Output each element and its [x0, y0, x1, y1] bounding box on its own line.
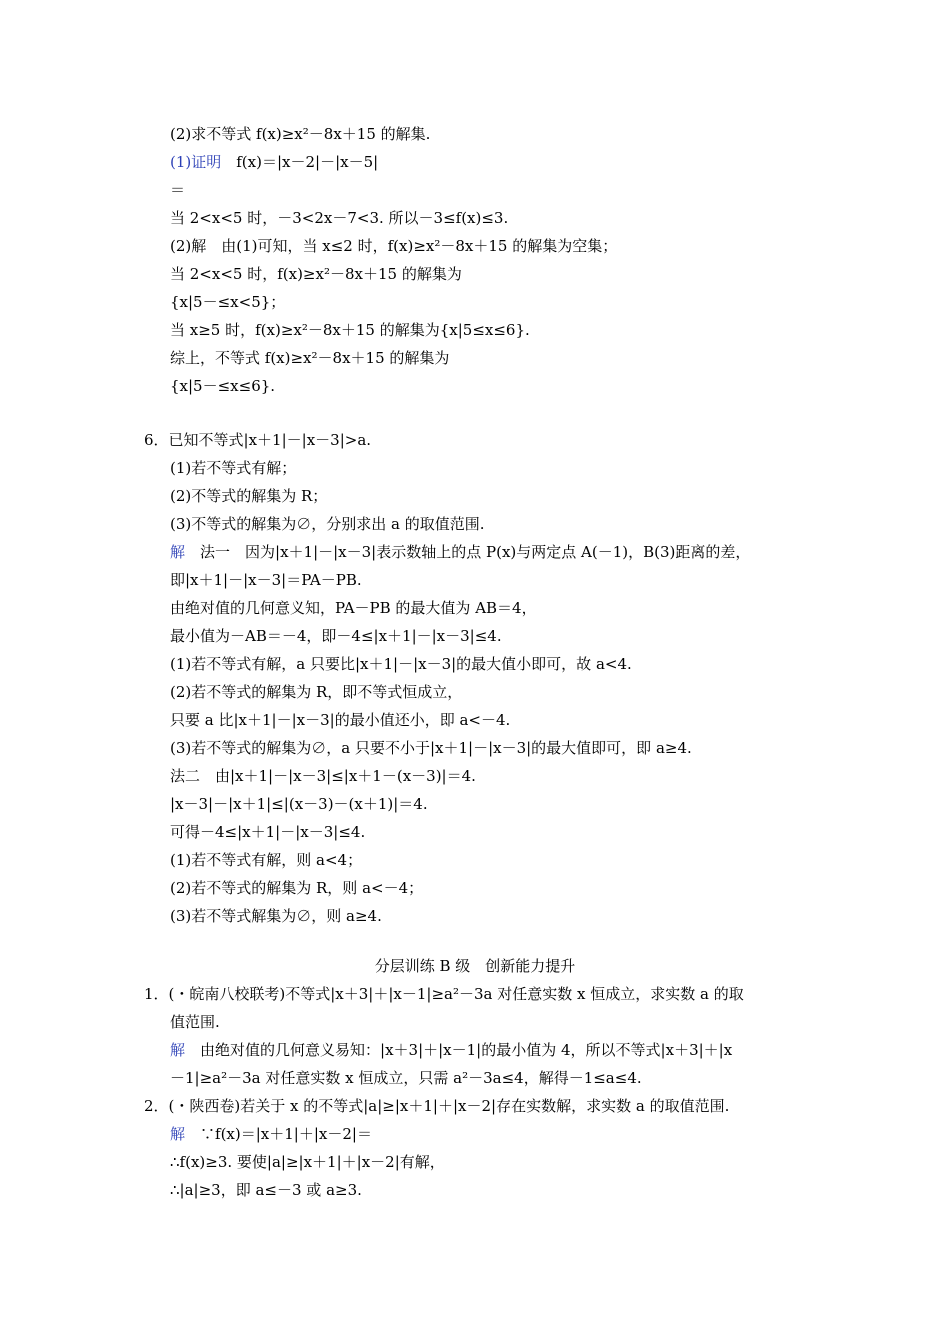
- text-line: (2)若不等式的解集为 R，即不等式恒成立，: [170, 683, 463, 701]
- text-line: {x|5－≤x≤6}.: [170, 377, 276, 395]
- text-line: 当 2<x<5 时，－3<2x－7<3. 所以－3≤f(x)≤3.: [170, 209, 509, 227]
- text-line: (1)若不等式有解；: [170, 459, 297, 477]
- text-line: (1)若不等式有解，则 a<4；: [170, 851, 363, 869]
- question-6: 6．已知不等式|x＋1|－|x－3|>a.: [144, 431, 372, 449]
- text-line: 解 法一 因为|x＋1|－|x－3|表示数轴上的点 P(x)与两定点 A(－1)，B(3)距离的差，: [170, 543, 751, 561]
- text-line: 法二 由|x＋1|－|x－3|≤|x＋1－(x－3)|＝4.: [170, 767, 476, 785]
- text-line: (3)不等式的解集为∅，分别求出 a 的取值范围.: [170, 515, 485, 533]
- text-line: 当 x≥5 时，f(x)≥x²－8x＋15 的解集为{x|5≤x≤6}.: [170, 321, 530, 339]
- text-line: 最小值为－AB＝－4，即－4≤|x＋1|－|x－3|≤4.: [170, 627, 502, 645]
- question-1: 1．(・皖南八校联考)不等式|x＋3|＋|x－1|≥a²－3a 对任意实数 x 恒成立，求实数 a 的取: [144, 985, 744, 1003]
- text-line: (2)若不等式的解集为 R，则 a<－4；: [170, 879, 424, 897]
- text-line: 综上，不等式 f(x)≥x²－8x＋15 的解集为: [170, 349, 450, 367]
- solution-label: 解: [170, 1041, 186, 1059]
- text-line: |x－3|－|x＋1|≤|(x－3)－(x＋1)|＝4.: [170, 795, 428, 813]
- text-line: 可得－4≤|x＋1|－|x－3|≤4.: [170, 823, 366, 841]
- text-line: (2)不等式的解集为 R；: [170, 487, 328, 505]
- text-line: (3)若不等式解集为∅，则 a≥4.: [170, 907, 382, 925]
- text-line: －1|≥a²－3a 对任意实数 x 恒成立，只需 a²－3a≤4，解得－1≤a≤4.: [170, 1069, 642, 1087]
- text-line: 解 ∵f(x)＝|x＋1|＋|x－2|＝: [170, 1125, 372, 1143]
- text-line: 值范围.: [170, 1013, 220, 1031]
- text-line: ∴|a|≥3，即 a≤－3 或 a≥3.: [170, 1181, 362, 1199]
- text-line: 即|x＋1|－|x－3|＝PA－PB.: [170, 571, 362, 589]
- question-2: 2．(・陕西卷)若关于 x 的不等式|a|≥|x＋1|＋|x－2|存在实数解，求实数 a 的取值范围.: [144, 1097, 730, 1115]
- text-line: (3)若不等式的解集为∅，a 只要不小于|x＋1|－|x－3|的最大值即可，即 a≥4.: [170, 739, 692, 757]
- text-line: 当 2<x<5 时，f(x)≥x²－8x＋15 的解集为: [170, 265, 462, 283]
- text-line: ＝: [170, 181, 186, 199]
- text-line: (2)解 由(1)可知，当 x≤2 时，f(x)≥x²－8x＋15 的解集为空集；: [170, 237, 618, 255]
- text-line: (2)求不等式 f(x)≥x²－8x＋15 的解集.: [170, 125, 431, 143]
- solution-label: 解: [170, 1125, 186, 1143]
- text-line: {x|5－≤x<5}；: [170, 293, 286, 311]
- text-line: (1)若不等式有解，a 只要比|x＋1|－|x－3|的最大值小即可，故 a<4.: [170, 655, 632, 673]
- text-line: (1)证明 f(x)＝|x－2|－|x－5|: [170, 153, 379, 171]
- solution-label: 解: [170, 543, 186, 561]
- proof-label: (1)证明: [170, 153, 222, 171]
- text-line: 由绝对值的几何意义知，PA－PB 的最大值为 AB＝4，: [170, 599, 537, 617]
- text-line: 解 由绝对值的几何意义易知：|x＋3|＋|x－1|的最小值为 4，所以不等式|x＋3|＋|x: [170, 1041, 733, 1059]
- section-heading: 分层训练 B 级 创新能力提升: [374, 957, 576, 975]
- text-line: 只要 a 比|x＋1|－|x－3|的最小值还小，即 a<－4.: [170, 711, 511, 729]
- text-line: ∴f(x)≥3. 要使|a|≥|x＋1|＋|x－2|有解，: [170, 1153, 445, 1171]
